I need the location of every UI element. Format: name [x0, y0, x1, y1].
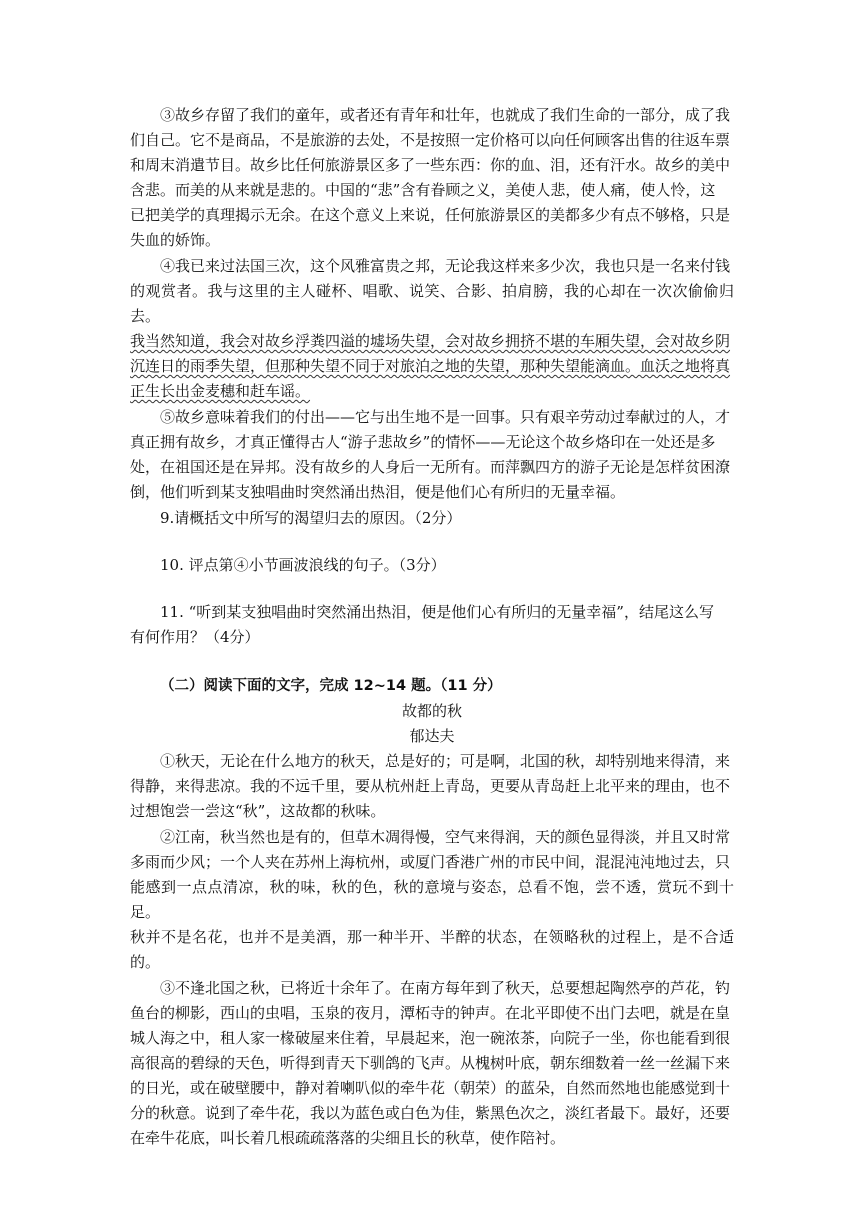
- text-line: 11. “听到某支独唱曲时突然涌出热泪，便是他们心有所归的无量幸福”，结尾这么写: [160, 603, 714, 621]
- text-line: 已把美学的真理揭示无余。在这个意义上来说，任何旅游景区的美都多少有点不够格，只是: [130, 206, 731, 224]
- wavy-underlined-line: [130, 329, 734, 354]
- answer-space: [130, 650, 734, 674]
- autumn-paragraph-2: [130, 825, 734, 975]
- text-line: 城人海之中，租人家一椽破屋来住着，早晨起来，泡一碗浓茶，向院子一坐，你也能看到很: [130, 1029, 731, 1047]
- question-11: [130, 600, 734, 650]
- text-line: ④我已来过法国三次，这个风雅富贵之邦，无论我这样来多少次，我也只是一名来付钱: [160, 257, 731, 275]
- wavy-underline: 沉连日的雨季失望，但那种失望不同于对旅泊之地的失望，那种失望能滴血。血沃之地将真: [130, 357, 731, 375]
- text-line: 倒，他们听到某支独唱曲时突然涌出热泪，便是他们心有所归的无量幸福。: [130, 483, 626, 501]
- text-line: ⑤故乡意味着我们的付出——它与出生地不是一回事。只有艰辛劳动过奉献过的人，才: [160, 408, 731, 426]
- article-author: 郁达夫: [409, 727, 455, 745]
- text-line: 在牵牛花底，叫长着几根疏疏落落的尖细且长的秋草，使作陪衬。: [130, 1129, 566, 1147]
- paragraph-4: [130, 254, 734, 404]
- text-line: 能感到一点点清凉，秋的味，秋的色，秋的意境与姿态，总看不饱，尝不透，赏玩不到十足。: [130, 878, 734, 921]
- text-line: 们自己。它不是商品，不是旅游的去处，不是按照一定价格可以向任何顾客出售的往返车票: [130, 131, 731, 149]
- autumn-paragraph-3: [130, 976, 734, 1151]
- text-line: 高很高的碧绿的天色，听得到青天下驯鸽的飞声。从槐树叶底，朝东细数着一丝一丝漏下来: [130, 1054, 731, 1072]
- text-line: 的日光，或在破壁腰中，静对着喇叭似的牵牛花（朝荣）的蓝朵，自然而然地也能感觉到十: [130, 1079, 731, 1097]
- text-line: 含悲。而美的从来就是悲的。中国的“悲”含有眷顾之义，美使人悲，使人痛，使人怜，这: [130, 181, 716, 199]
- text-line: ③故乡存留了我们的童年，或者还有青年和壮年，也就成了我们生命的一部分，成了我: [160, 106, 731, 124]
- wavy-underline: 我当然知道，我会对故乡浮粪四溢的墟场失望，会对故乡拥挤不堪的车厢失望，会对故乡阴: [130, 332, 731, 350]
- text-line: 得静，来得悲凉。我的不远千里，要从杭州赶上青岛，更要从青岛赶上北平来的理由，也不: [130, 777, 731, 795]
- wavy-underlined-line: [130, 379, 734, 404]
- text-line: 鱼台的柳影，西山的虫唱，玉泉的夜月，潭柘寺的钟声。在北平即使不出门去吧，就是在皇: [130, 1004, 731, 1022]
- answer-space: [130, 578, 734, 600]
- section-heading: （二）阅读下面的文字，完成 12~14 题。（11 分）: [160, 678, 502, 694]
- answer-space: [130, 531, 734, 553]
- text-line: 过想饱尝一尝这“秋”，这故都的秋味。: [130, 802, 386, 820]
- text-line: ①秋天，无论在什么地方的秋天，总是好的；可是啊，北国的秋，却特别地来得清，来: [160, 752, 731, 770]
- text-line: ③不逢北国之秋，已将近十余年了。在南方每年到了秋天，总要想起陶然亭的芦花，钓: [160, 979, 731, 997]
- text-line: 多雨而少风；一个人夹在苏州上海杭州，或厦门香港广州的市民中间，混混沌沌地过去，只: [130, 853, 731, 871]
- text-line: 分的秋意。说到了牵牛花，我以为蓝色或白色为佳，紫黑色次之，淡红者最下。最好，还要: [130, 1104, 731, 1122]
- text-line: 和周末消遣节目。故乡比任何旅游景区多了一些东西：你的血、泪，还有汗水。故乡的美中: [130, 156, 731, 174]
- text-line: 秋并不是名花，也并不是美酒，那一种半开、半醉的状态，在领略秋的过程上，是不合适的。: [130, 928, 734, 971]
- wavy-underlined-line: [130, 354, 734, 379]
- article-title: 故都的秋: [401, 702, 462, 720]
- question-9: 9.请概括文中所写的渴望归去的原因。（2分）: [160, 509, 462, 527]
- document-page: [130, 103, 734, 1152]
- autumn-paragraph-1: [130, 749, 734, 824]
- text-line: 的观赏者。我与这里的主人碰杯、唱歌、说笑、合影、拍肩膀，我的心却在一次次偷偷归去。: [130, 282, 734, 325]
- text-line: ②江南，秋当然也是有的，但草木凋得慢，空气来得润，天的颜色显得淡，并且又时常: [160, 828, 731, 846]
- paragraph-3: [130, 103, 734, 253]
- question-10: 10. 评点第④小节画波浪线的句子。（3分）: [160, 556, 446, 574]
- text-line: 失血的娇饰。: [130, 231, 221, 249]
- text-line: 真正拥有故乡，才真正懂得古人“游子悲故乡”的情怀——无论这个故乡烙印在一处还是多: [130, 433, 716, 451]
- text-line: 处，在祖国还是在异邦。没有故乡的人身后一无所有。而萍飘四方的游子无论是怎样贫困潦: [130, 458, 731, 476]
- paragraph-5: [130, 405, 734, 505]
- text-line: 有何作用？（4分）: [130, 628, 260, 646]
- wavy-underline: 正生长出金麦穗和赶车谣。: [130, 382, 311, 400]
